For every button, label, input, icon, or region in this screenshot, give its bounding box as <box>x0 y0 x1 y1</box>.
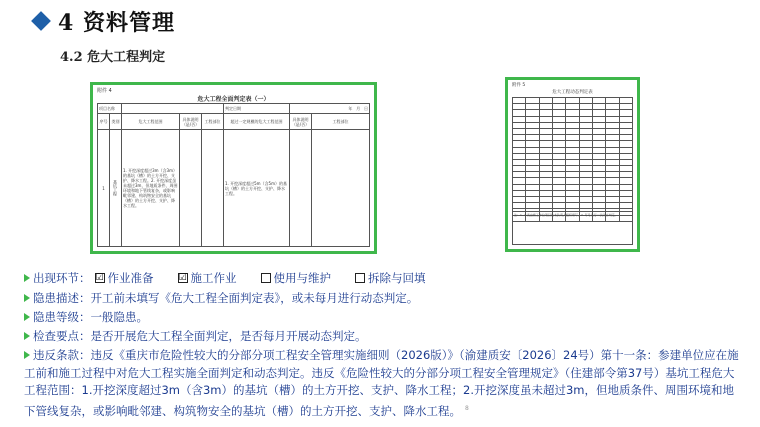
stage-option-2 <box>257 271 332 285</box>
checkbox-checked-icon: ☑ <box>178 272 187 283</box>
form-row-scope: 1. 开挖深度超过3m（含3m）的基坑（槽）的土方开挖、支护、降水工程。2. 开挖深度虽未超过3m，但地质条件、周围环境和地下管线复杂，或影响毗邻建、构筑物安全的基坑（槽）的土方开挖、支护、降水工程。 <box>122 130 180 247</box>
form-row-super: 1. 开挖深度超过5m（含5m）的基坑（槽）的土方开挖、支护、降水工程。 <box>224 130 290 247</box>
stage-label: 出现环节： <box>33 271 91 285</box>
form-row-specific2 <box>290 130 312 247</box>
checkbox-empty-icon <box>355 273 365 283</box>
check-point-line <box>24 328 367 344</box>
form-project-label: 项目名称 <box>98 104 122 114</box>
comprehensive-judgment-form-image <box>90 82 377 254</box>
form-col-specific2: 具体说明（是/否） <box>290 114 312 130</box>
form-row-category: 基坑工程 <box>110 130 122 247</box>
arrow-bullet-icon <box>24 294 30 302</box>
arrow-bullet-icon <box>24 332 30 340</box>
check-point: 检查要点：是否开展危大工程全面判定，是否每月开展动态判定。 <box>33 329 367 343</box>
form-date <box>290 104 370 114</box>
arrow-bullet-icon <box>24 313 30 321</box>
stage-option-0 <box>91 271 154 285</box>
form-table <box>97 103 370 247</box>
form-col-super: 超过一定规模的危大工程范围 <box>224 114 290 130</box>
form-col-no: 序号 <box>98 114 110 130</box>
hazard-desc-line <box>24 290 418 306</box>
form-right-title: 危大工程动态判定表 <box>552 90 593 95</box>
form-day: 日 <box>364 106 368 111</box>
form-project-value <box>122 104 224 114</box>
form-row-specific <box>180 130 202 247</box>
diamond-bullet-icon <box>31 11 51 31</box>
form-checker-label: 判定日期 <box>224 104 290 114</box>
form-col-scope: 危大工程范围 <box>122 114 180 130</box>
form-row-location <box>202 130 224 247</box>
form-col-category: 类别 <box>110 114 122 130</box>
stage-line <box>24 270 446 286</box>
arrow-bullet-icon <box>24 274 30 282</box>
form-col-location: 工程部位 <box>202 114 224 130</box>
form-right-table <box>512 97 633 222</box>
stage-option-label: 作业准备 <box>107 271 154 285</box>
stage-option-label: 使用与维护 <box>273 271 331 285</box>
arrow-bullet-icon <box>24 351 30 359</box>
form-right-attachment-label: 附件 5 <box>512 83 526 88</box>
checkbox-checked-icon: ☑ <box>95 272 104 283</box>
form-col-location2: 工程部位 <box>312 114 370 130</box>
form-row-location2 <box>312 130 370 247</box>
stage-option-label: 施工作业 <box>190 271 237 285</box>
form-year: 年 <box>348 106 353 111</box>
violation-paragraph <box>24 347 740 420</box>
stage-option-3 <box>351 271 426 285</box>
hazard-level-line <box>24 309 148 325</box>
dynamic-judgment-form-image <box>505 77 640 252</box>
checkbox-empty-icon <box>261 273 271 283</box>
page-header <box>32 6 175 36</box>
page-number: 8 <box>465 404 469 412</box>
form-col-specific: 具体说明（是/否） <box>180 114 202 130</box>
violation-text: 违反条款：违反《重庆市危险性较大的分部分项工程安全管理实施细则（2026版）》（渝建质安〔2026〕24号）第十一条：参建单位应在施工前和施工过程中对危大工程实施全面判定和动态判定。违反《危险性较大的分部分项工程安全管理规定》（住建部令第37号）基坑工程危大工程范围：1.开挖深度超过3m（含3m）的基坑（槽）的土方开挖、支护、降水工程；2.开挖深度虽未超过3m，但地质条件、周围环境和地下管线复杂，或影响毗邻建、构筑物安全的基坑（槽）的土方开挖、支护、降水工程。 <box>24 348 739 418</box>
page-title: 4 资料管理 <box>58 9 175 36</box>
form-title: 危大工程全面判定表（一） <box>197 96 270 103</box>
form-month: 月 <box>356 106 361 111</box>
stage-option-label: 拆除与回填 <box>368 271 426 285</box>
form-right-notes: 注：1. 本表由施工单位项目技术负责人组织填写。2. 每月进行一次动态判定。 <box>512 211 633 245</box>
form-row-no: 1 <box>98 130 110 247</box>
section-subtitle: 4.2 危大工程判定 <box>60 50 166 65</box>
form-attachment-label: 附件 4 <box>97 88 112 94</box>
hazard-level: 隐患等级：一般隐患。 <box>33 310 148 324</box>
hazard-desc: 隐患描述：开工前未填写《危大工程全面判定表》，或未每月进行动态判定。 <box>33 291 419 305</box>
stage-option-1 <box>174 271 237 285</box>
